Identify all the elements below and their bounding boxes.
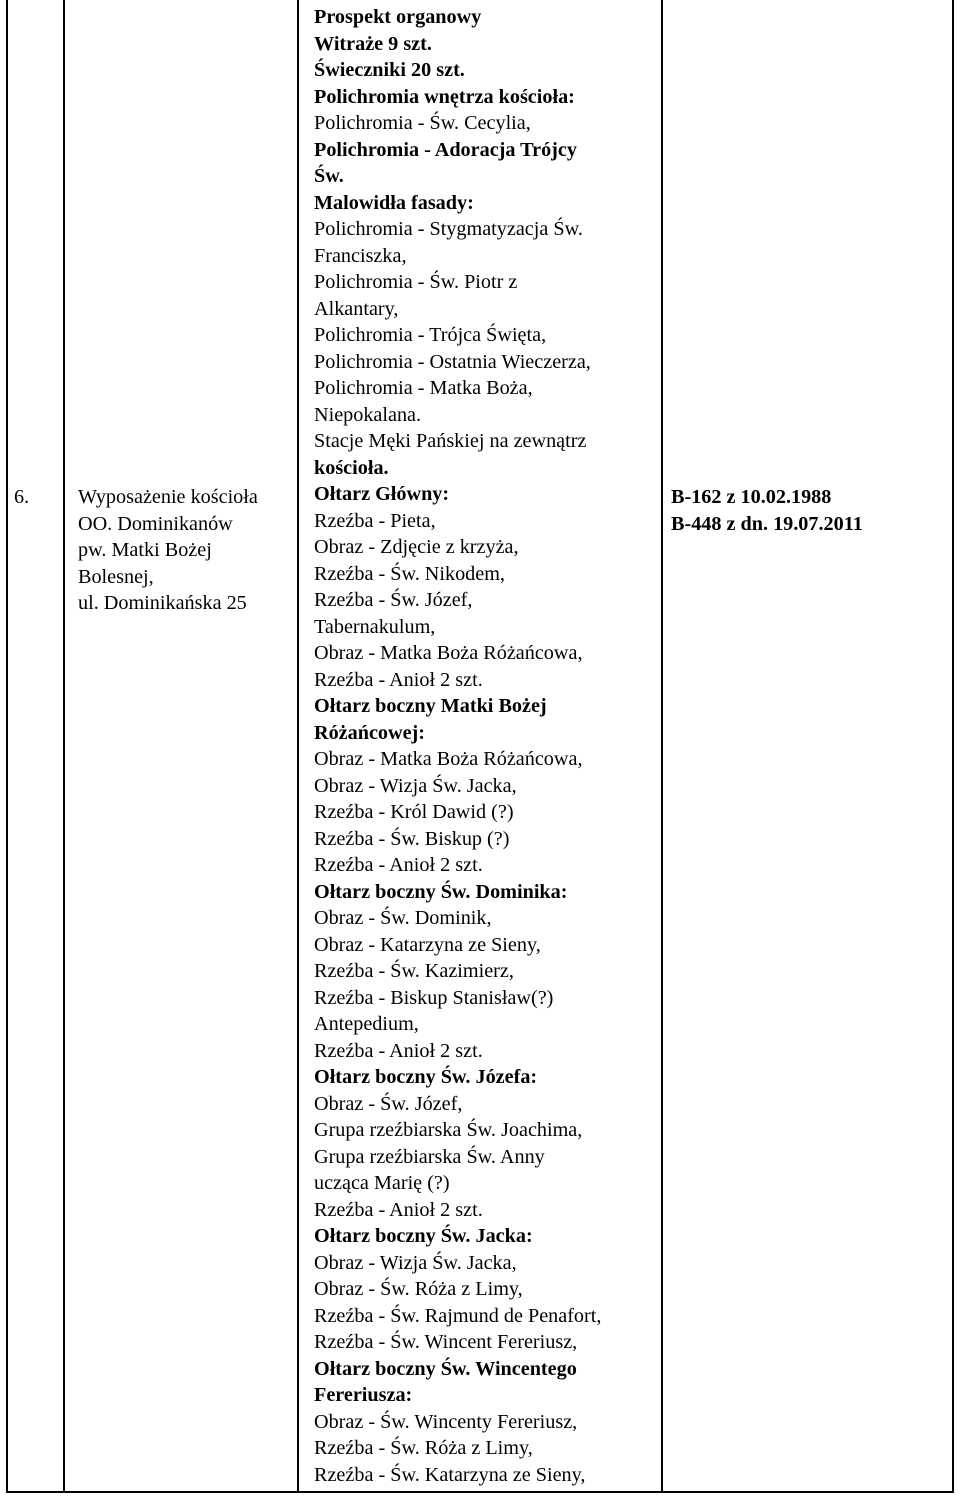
inventory-item: Rzeźba - Św. Kazimierz, — [314, 960, 514, 982]
inventory-item: Rzeźba - Św. Katarzyna ze Sieny, — [314, 1463, 586, 1486]
table-border-bottom — [6, 1491, 954, 1493]
table-border-left — [6, 0, 8, 1493]
inventory-item: Obraz - Św. Dominik, — [314, 907, 492, 929]
inventory-item: Polichromia - Św. Piotr z — [314, 271, 518, 293]
inventory-item: kościoła. — [314, 456, 389, 479]
inventory-item: Obraz - Matka Boża Różańcowa, — [314, 748, 583, 770]
inventory-list — [314, 4, 654, 1488]
inventory-item: Obraz - Św. Józef, — [314, 1092, 463, 1115]
table-border-right — [952, 0, 954, 1493]
inventory-item: Polichromia - Stygmatyzacja Św. — [314, 218, 583, 240]
inventory-item: Obraz - Matka Boża Różańcowa, — [314, 642, 583, 664]
inventory-item: Rzeźba - Św. Rajmund de Penafort, — [314, 1304, 602, 1327]
location-line: Wyposażenie kościoła — [78, 486, 258, 508]
inventory-item: Prospekt organowy — [314, 6, 482, 28]
inventory-item: Obraz - Św. Róża z Limy, — [314, 1278, 523, 1300]
inventory-item: Stacje Męki Pańskiej na zewnątrz — [314, 430, 587, 452]
registry-number: B-162 z 10.02.1988 — [671, 486, 832, 508]
inventory-item: Rzeźba - Św. Wincent Fereriusz, — [314, 1331, 578, 1353]
inventory-item: Witraże 9 szt. — [314, 32, 432, 55]
inventory-item: Ołtarz boczny Św. Józefa: — [314, 1066, 538, 1088]
inventory-item: Św. — [314, 165, 344, 187]
inventory-item: Alkantary, — [314, 297, 399, 320]
inventory-item: Polichromia - Trójca Święta, — [314, 324, 547, 346]
inventory-item: Rzeźba - Św. Nikodem, — [314, 562, 505, 585]
column-divider — [297, 0, 299, 1493]
inventory-item: Ołtarz boczny Św. Jacka: — [314, 1225, 533, 1247]
inventory-item: Franciszka, — [314, 244, 407, 267]
location-line: OO. Dominikanów — [78, 512, 233, 535]
inventory-item: Rzeźba - Król Dawid (?) — [314, 801, 514, 823]
inventory-item: Tabernakulum, — [314, 615, 436, 638]
inventory-item: Grupa rzeźbiarska Św. Anny — [314, 1145, 545, 1168]
inventory-item: Rzeźba - Anioł 2 szt. — [314, 854, 483, 876]
inventory-item: Rzeźba - Św. Biskup (?) — [314, 827, 510, 850]
location-line: ul. Dominikańska 25 — [78, 592, 247, 614]
location-line: pw. Matki Bożej — [78, 539, 212, 561]
inventory-item: Różańcowej: — [314, 721, 425, 744]
inventory-item: Obraz - Zdjęcie z krzyża, — [314, 536, 519, 558]
registry-number: B-448 z dn. 19.07.2011 — [671, 512, 863, 535]
inventory-item: Antepedium, — [314, 1013, 419, 1035]
inventory-item: Polichromia - Matka Boża, — [314, 377, 533, 399]
inventory-item: Polichromia - Ostatnia Wieczerza, — [314, 350, 591, 373]
inventory-item: Grupa rzeźbiarska Św. Joachima, — [314, 1119, 583, 1141]
inventory-item: Ołtarz boczny Św. Dominika: — [314, 880, 568, 903]
location-line: Bolesnej, — [78, 565, 154, 588]
row-number: 6. — [14, 486, 30, 508]
registry-cell — [671, 484, 911, 537]
inventory-item: Rzeźba - Anioł 2 szt. — [314, 1039, 483, 1062]
inventory-item: Polichromia - Adoracja Trójcy — [314, 138, 577, 161]
inventory-item: Niepokalana. — [314, 403, 422, 426]
column-divider — [63, 0, 65, 1493]
inventory-item: Obraz - Wizja Św. Jacka, — [314, 1251, 517, 1274]
inventory-item: Polichromia wnętrza kościoła: — [314, 85, 575, 108]
inventory-item: Rzeźba - Św. Róża z Limy, — [314, 1437, 533, 1459]
inventory-item: Rzeźba - Św. Józef, — [314, 589, 473, 611]
inventory-item: Ołtarz Główny: — [314, 483, 450, 505]
inventory-item: ucząca Marię (?) — [314, 1172, 450, 1194]
inventory-item: Rzeźba - Anioł 2 szt. — [314, 1198, 483, 1221]
inventory-item: Rzeźba - Pieta, — [314, 509, 436, 532]
location-cell — [78, 484, 288, 617]
inventory-item: Rzeźba - Anioł 2 szt. — [314, 668, 483, 691]
inventory-item: Ołtarz boczny Św. Wincentego — [314, 1357, 577, 1380]
inventory-item: Obraz - Św. Wincenty Fereriusz, — [314, 1410, 578, 1433]
inventory-item: Obraz - Katarzyna ze Sieny, — [314, 933, 541, 956]
inventory-item: Świeczniki 20 szt. — [314, 59, 465, 81]
column-divider — [661, 0, 663, 1493]
inventory-item: Obraz - Wizja Św. Jacka, — [314, 774, 517, 797]
inventory-item: Ołtarz boczny Matki Bożej — [314, 695, 547, 717]
inventory-item: Polichromia - Św. Cecylia, — [314, 112, 531, 134]
inventory-item: Rzeźba - Biskup Stanisław(?) — [314, 986, 554, 1009]
inventory-item: Fereriusza: — [314, 1384, 413, 1406]
inventory-item: Malowidła fasady: — [314, 191, 474, 214]
